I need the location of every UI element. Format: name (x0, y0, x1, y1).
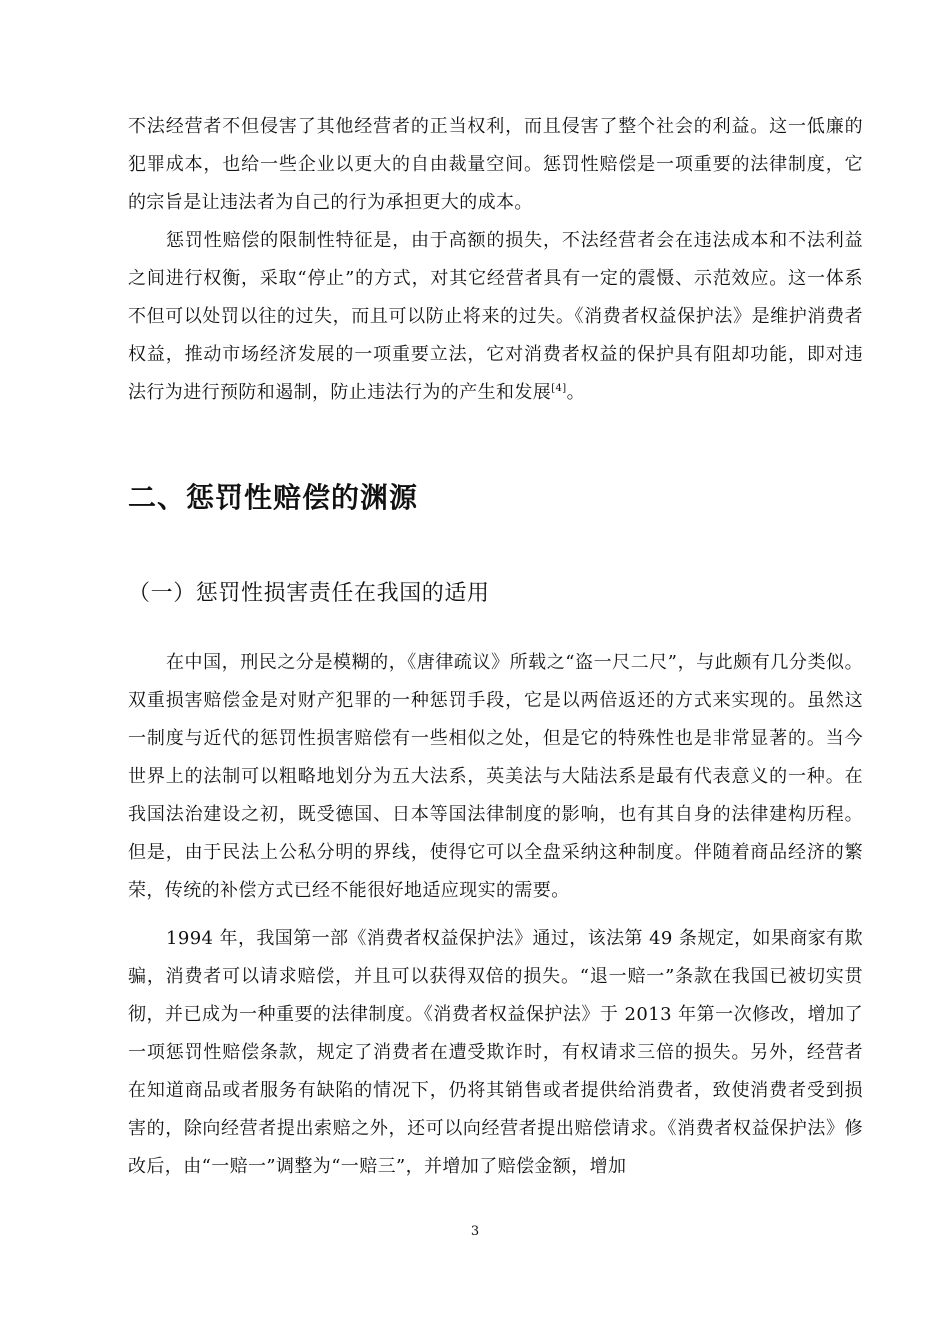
section-heading: 二、惩罚性赔偿的渊源 (128, 481, 419, 514)
paragraph-3: 在中国，刑民之分是模糊的，《唐律疏议》所载之“盗一尺二尺”，与此颇有几分类似。双重损害赔偿金是对财产犯罪的一种惩罚手段，它是以两倍返还的方式来实现的。虽然这一制度与近代的惩罚性损害赔偿有一些相似之处，但是它的特殊性也是非常显著的。当今世界上的法制可以粗略地划分为五大法系，英美法与大陆法系是最有代表意义的一种。在我国法治建设之初，既受德国、日本等国法律制度的影响，也有其自身的法律建构历程。但是，由于民法上公私分明的界线，使得它可以全盘采纳这种制度。伴随着商品经济的繁荣，传统的补偿方式已经不能很好地适应现实的需要。 (128, 652, 863, 901)
paragraph-2-text: 惩罚性赔偿的限制性特征是，由于高额的损失，不法经营者会在违法成本和不法利益之间进行权衡，采取“停止”的方式，对其它经营者具有一定的震慑、示范效应。这一体系不但可以处罚以往的过失，而且可以防止将来的过失。《消费者权益保护法》是维护消费者权益，推动市场经济发展的一项重要立法，它对消费者权益的保护具有阻却功能，即对违法行为进行预防和遏制，防止违法行为的产生和发展 (128, 230, 863, 403)
paragraph-2 (128, 222, 863, 412)
page-number: 3 (470, 1224, 480, 1239)
paragraph-2-end: 。 (566, 382, 585, 403)
paragraph-1: 不法经营者不但侵害了其他经营者的正当权利，而且侵害了整个社会的利益。这一低廉的犯罪成本，也给一些企业以更大的自由裁量空间。惩罚性赔偿是一项重要的法律制度，它的宗旨是让违法者为自己的行为承担更大的成本。 (128, 116, 863, 213)
subsection-heading: （一）惩罚性损害责任在我国的适用 (128, 581, 490, 606)
paragraph-4: 1994 年，我国第一部《消费者权益保护法》通过，该法第 49 条规定，如果商家有欺骗，消费者可以请求赔偿，并且可以获得双倍的损失。“退一赔一”条款在我国已被切实贯彻，并已成为一种重要的法律制度。《消费者权益保护法》于 2013 年第一次修改，增加了一项惩罚性赔偿条款，规定了消费者在遭受欺诈时，有权请求三倍的损失。另外，经营者在知道商品或者服务有缺陷的情况下，仍将其销售或者提供给消费者，致使消费者受到损害的，除向经营者提出索赔之外，还可以向经营者提出赔偿请求。《消费者权益保护法》修改后，由“一赔一”调整为“一赔三”，并增加了赔偿金额，增加 (128, 928, 863, 1177)
citation-ref: [4] (551, 383, 567, 394)
